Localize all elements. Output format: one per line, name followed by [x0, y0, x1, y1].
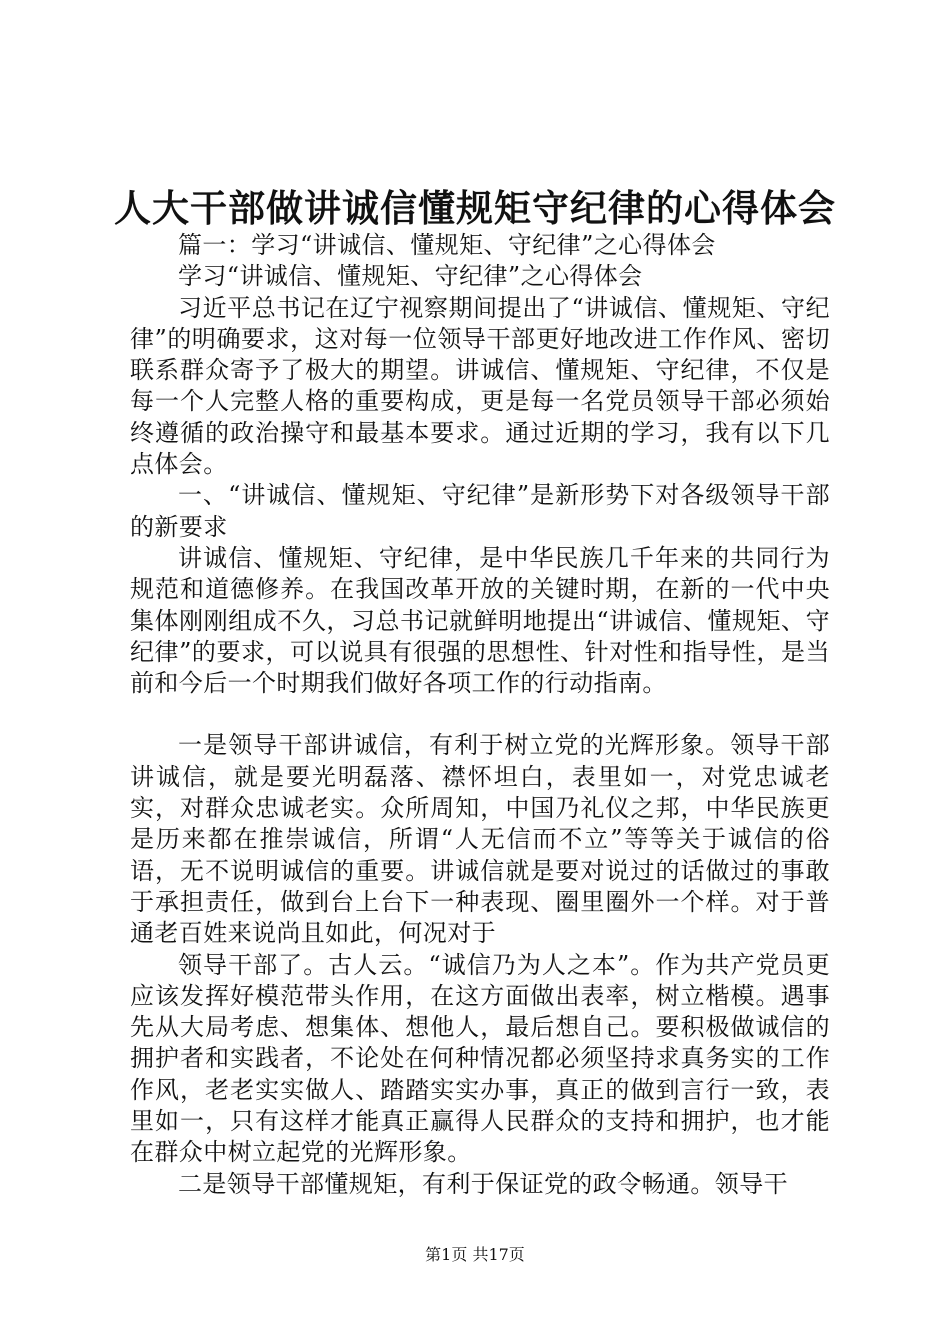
paragraph-point-2: 二是领导干部懂规矩，有利于保证党的政令畅通。领导干 — [178, 1169, 788, 1198]
document-body — [130, 230, 830, 1200]
document-title: 人大干部做讲诚信懂规矩守纪律的心得体会 — [114, 186, 836, 230]
paragraph-section-1-body: 讲诚信、懂规矩、守纪律，是中华民族几千年来的共同行为规范和道德修养。在我国改革开放的关键时期，在新的一代中央集体刚刚组成不久，习总书记就鲜明地提出“讲诚信、懂规矩、守纪律”的要求，可以说具有很强的思想性、针对性和指导性，是当前和今后一个时期我们做好各项工作的行动指南。 — [130, 543, 830, 698]
paragraph-intro: 习近平总书记在辽宁视察期间提出了“讲诚信、懂规矩、守纪律”的明确要求，这对每一位领导干部更好地改进工作作风、密切联系群众寄予了极大的期望。讲诚信、懂规矩、守纪律，不仅是每一个人完整人格的重要构成，更是每一名党员领导干部必须始终遵循的政治操守和最基本要求。通过近期的学习，我有以下几点体会。 — [130, 293, 830, 479]
paragraph-point-1-continued: 领导干部了。古人云。“诚信乃为人之本”。作为共产党员更应该发挥好模范带头作用，在这方面做出表率，树立楷模。遇事先从大局考虑、想集体、想他人，最后想自己。要积极做诚信的拥护者和实践者，不论处在何种情况都必须坚持求真务实的工作作风，老老实实做人、踏踏实实办事，真正的做到言行一致，表里如一，只有这样才能真正赢得人民群众的支持和拥护，也才能在群众中树立起党的光辉形象。 — [130, 950, 830, 1167]
page-number-footer: 第1页 共17页 — [425, 1245, 525, 1264]
paragraph-subtitle: 学习“讲诚信、懂规矩、守纪律”之心得体会 — [178, 262, 643, 291]
paragraph-series-heading: 篇一：学习“讲诚信、懂规矩、守纪律”之心得体会 — [178, 231, 716, 259]
paragraph-spacer — [130, 699, 830, 730]
paragraph-section-heading-1: 一、“讲诚信、懂规矩、守纪律”是新形势下对各级领导干部的新要求 — [130, 481, 830, 541]
paragraph-point-1: 一是领导干部讲诚信，有利于树立党的光辉形象。领导干部讲诚信，就是要光明磊落、襟怀坦白，表里如一，对党忠诚老实，对群众忠诚老实。众所周知，中国乃礼仪之邦，中华民族更是历来都在推崇诚信，所谓“人无信而不立”等等关于诚信的俗语，无不说明诚信的重要。讲诚信就是要对说过的话做过的事敢于承担责任，做到台上台下一种表现、圈里圈外一个样。对于普通老百姓来说尚且如此，何况对于 — [130, 731, 830, 948]
